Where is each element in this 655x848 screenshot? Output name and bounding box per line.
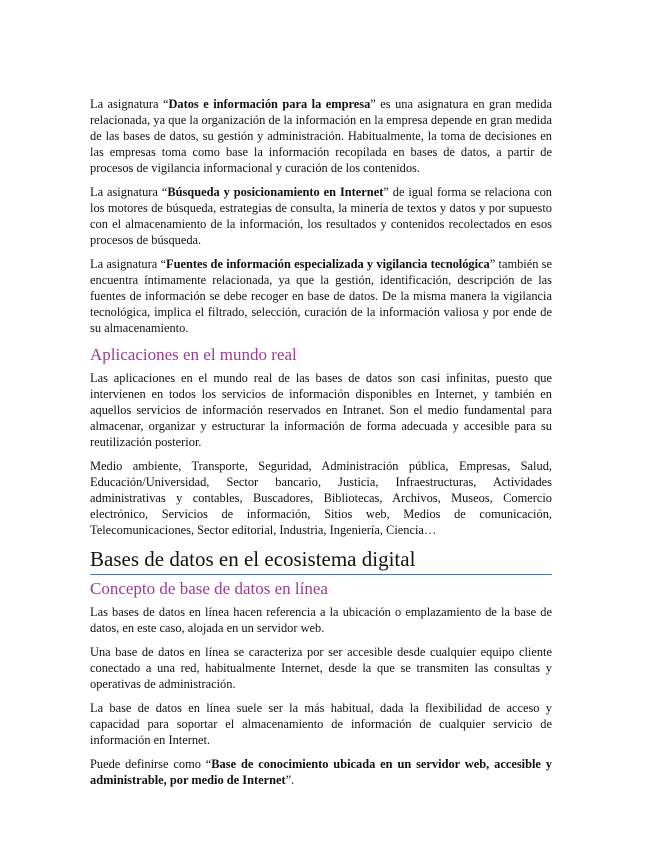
heading-ecosistema-digital: Bases de datos en el ecosistema digital: [90, 546, 552, 575]
text: La asignatura “: [90, 257, 166, 271]
paragraph-en-linea-2: Una base de datos en línea se caracteriza por ser accesible desde cualquier equipo cliente conectado a una red, habitualmente Internet, desde la que se transmiten las consultas y operativas de administración.: [90, 645, 552, 691]
course-name: Datos e información para la empresa: [168, 97, 371, 111]
heading-aplicaciones: Aplicaciones en el mundo real: [90, 345, 297, 364]
paragraph-fuentes: [90, 256, 552, 336]
paragraph-datos-empresa: [90, 96, 552, 176]
text: Puede definirse como “: [90, 757, 212, 771]
paragraph-definicion: [90, 756, 552, 788]
text: La asignatura “: [90, 185, 168, 199]
course-name: Búsqueda y posicionamiento en Internet: [167, 185, 384, 199]
document-page: [90, 96, 552, 796]
text: ” de igual forma se relaciona con los motores de búsqueda, estrategias de consulta, la minería de textos y datos y por supuesto con el almacenamiento de la información, los resultados y contenidos recolectados en esos procesos de búsqueda.: [90, 185, 552, 247]
course-name: Fuentes de información especializada y vigilancia tecnológica: [166, 257, 490, 271]
text: ” es una asignatura en gran medida relacionada, ya que la organización de la información en la empresa depende en gran medida de las bases de datos, su gestión y administración. Habitualmente, la toma de decisiones en las empresas toma como base la información recopilada en bases de datos, a partir de procesos de vigilancia informacional y curación de los contenidos.: [90, 97, 552, 175]
definition: Base de conocimiento ubicada en un servidor web, accesible y administrable, por medio de Internet: [90, 757, 552, 787]
paragraph-aplicaciones-lista: Medio ambiente, Transporte, Seguridad, Administración pública, Empresas, Salud, Educación/Universidad, Sector bancario, Justicia, Infraestructuras, Actividades administrativas y contables, Buscadores, Bibliotecas, Archivos, Museos, Comercio electrónico, Servicios de información, Sitios web, Medios de comunicación, Telecomunicaciones, Sector editorial, Industria, Ingeniería, Ciencia…: [90, 459, 552, 537]
text: ”.: [285, 773, 295, 787]
paragraph-en-linea-1: Las bases de datos en línea hacen referencia a la ubicación o emplazamiento de la base de datos, en este caso, alojada en un servidor web.: [90, 605, 552, 635]
text: ” también se encuentra íntimamente relacionada, ya que la gestión, identificación, descripción de las fuentes de información se debe recoger en base de datos. De la misma manera la vigilancia tecnológica, implica el filtrado, selección, curación de la información valiosa y por ende de su almacenamiento.: [90, 257, 552, 335]
paragraph-busqueda: [90, 184, 552, 248]
heading-concepto-en-linea: Concepto de base de datos en línea: [90, 579, 328, 598]
paragraph-aplicaciones-intro: Las aplicaciones en el mundo real de las bases de datos son casi infinitas, puesto que intervienen en todos los servicios de información disponibles en Internet, y también en aquellos servicios de información reservados en Intranet. Son el medio fundamental para almacenar, organizar y estructurar la información de forma adecuada y accesible para su reutilización posterior.: [90, 371, 552, 449]
text: La asignatura “: [90, 97, 169, 111]
paragraph-en-linea-3: La base de datos en línea suele ser la más habitual, dada la flexibilidad de acceso y capacidad para soportar el almacenamiento de información de cualquier servicio de información en Internet.: [90, 701, 552, 747]
